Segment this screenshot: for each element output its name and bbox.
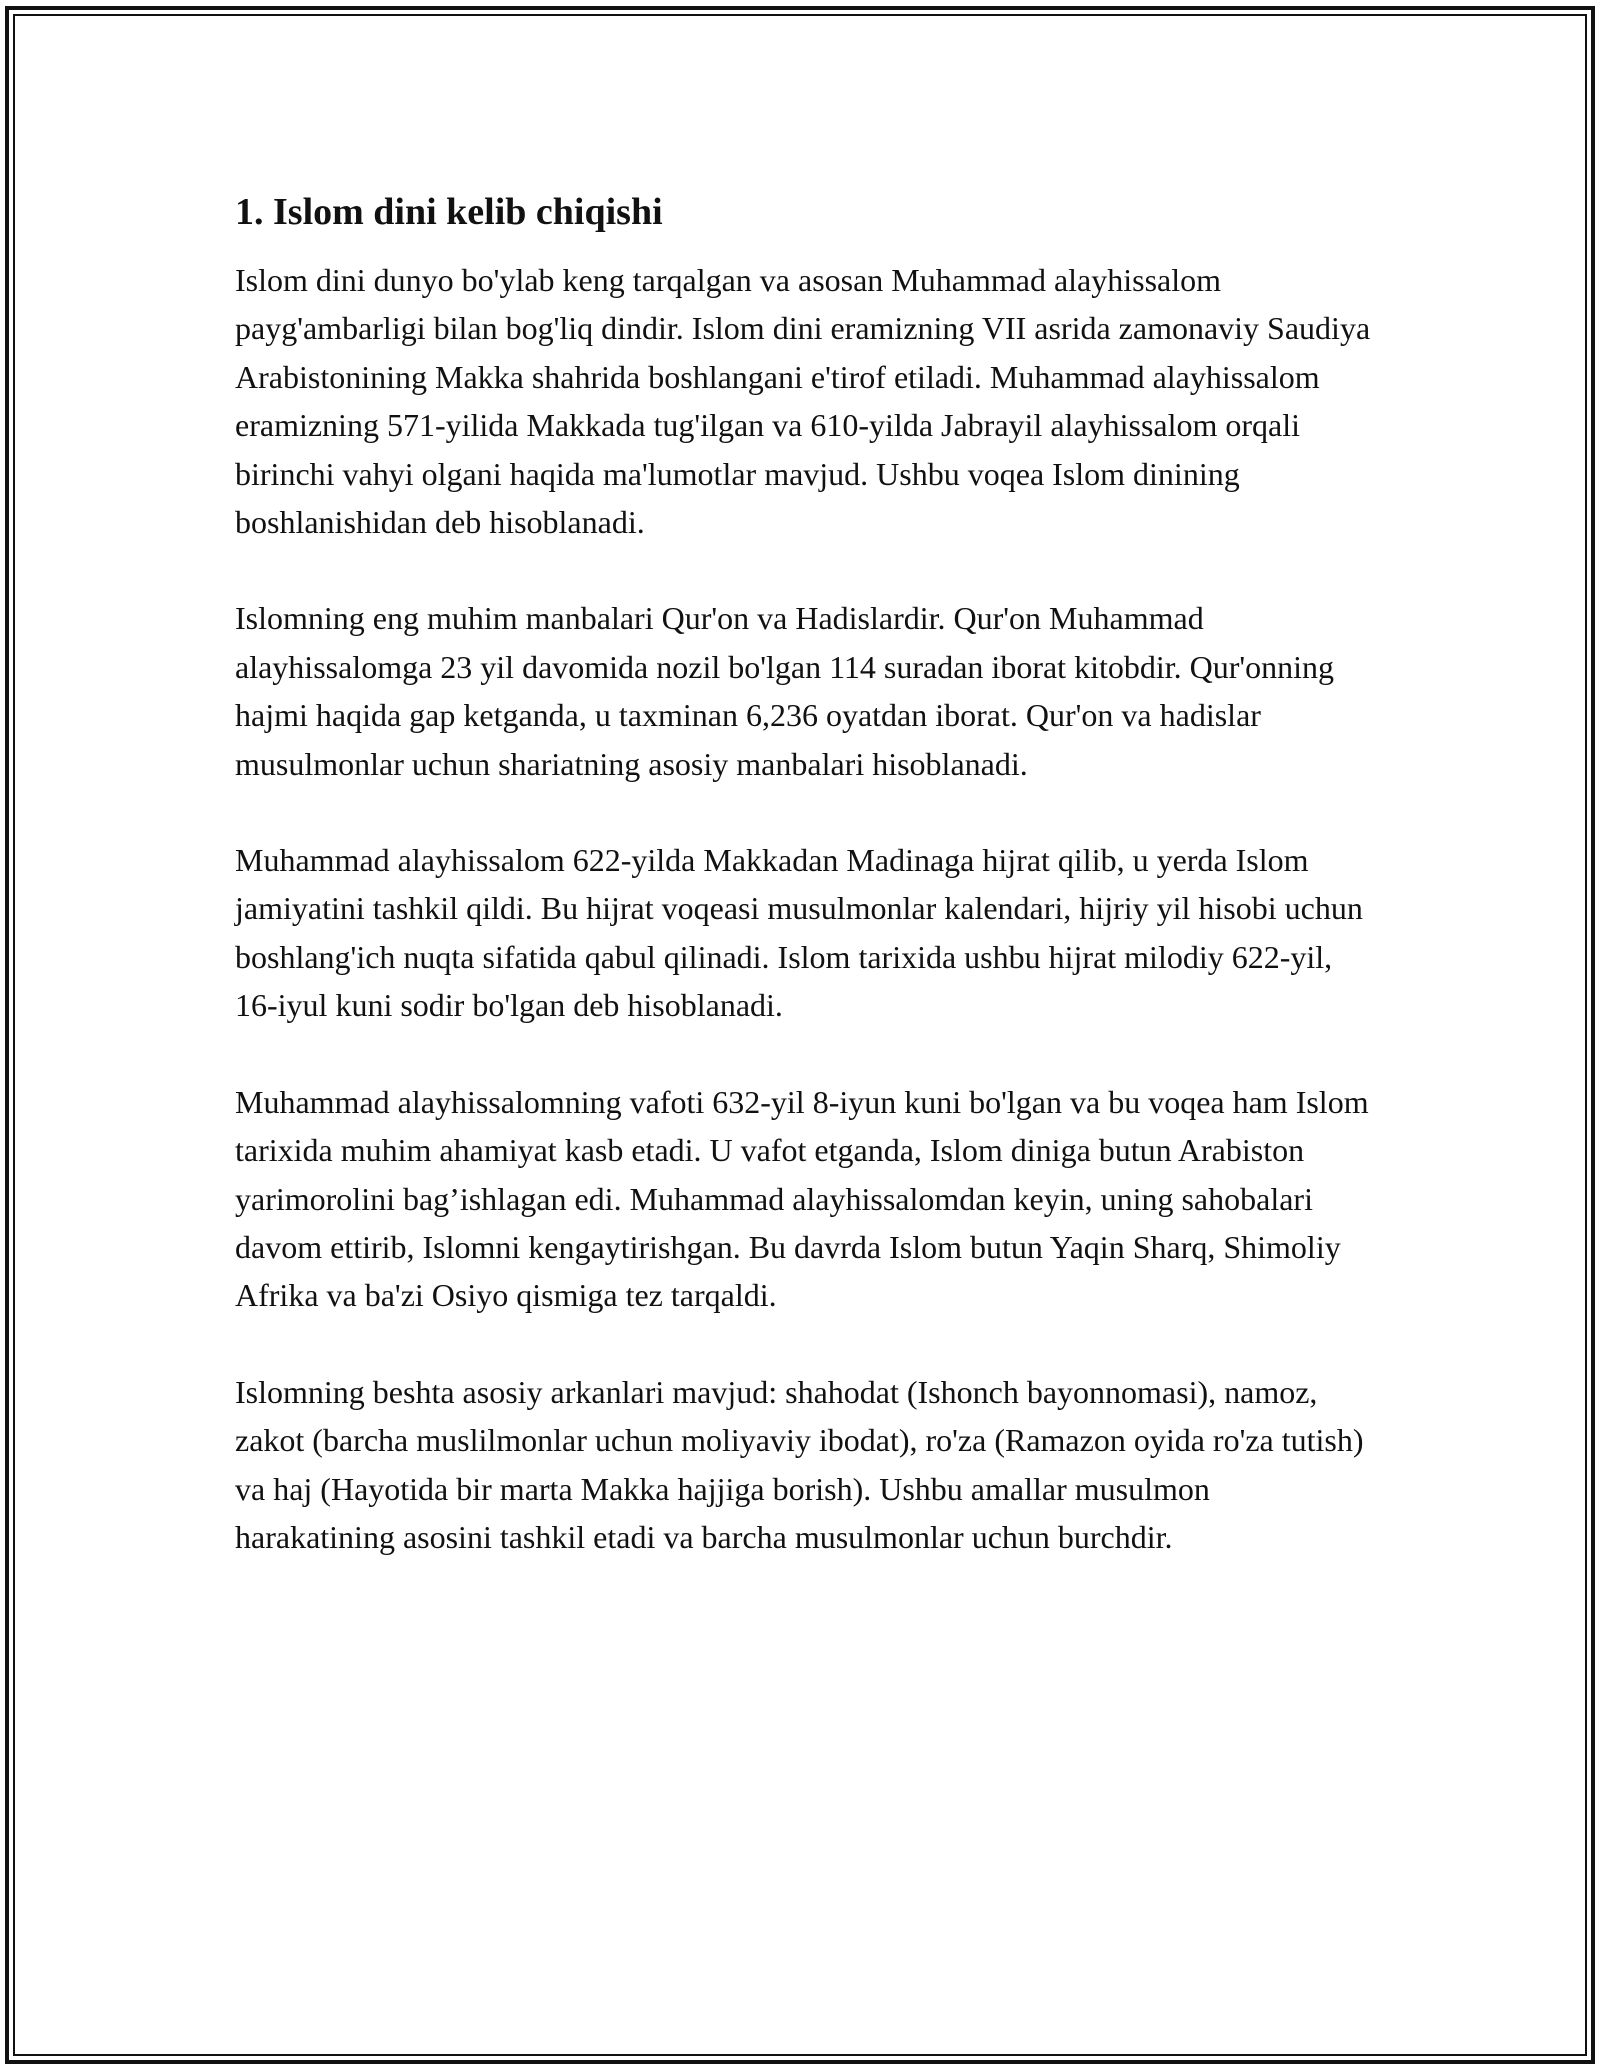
paragraph-sources: Islomning eng muhim manbalari Qur'on va Hadislardir. Qur'on Muhammad alayhissalomga 23 yil davomida nozil bo'lgan 114 suradan iborat kitobdir. Qur'onning hajmi haqida gap ketganda, u taxminan 6,236 oyatdan iborat. Qur'on va hadislar musulmonlar uchun shariatning asosiy manbalari hisoblanadi. [235, 600, 1335, 782]
paragraph-origin: Islom dini dunyo bo'ylab keng tarqalgan va asosan Muhammad alayhissalom payg'ambarligi bilan bog'liq dindir. Islom dini eramizning VII asrida zamonaviy Saudiya Arabistonining Makka shahrida boshlangani e'tirof etiladi. Muhammad alayhissalom eramizning 571-yilida Makkada tug'ilgan va 610-yilda Jabrayil alayhissalom orqali birinchi vahyi olgani haqida ma'lumotlar mavjud. Ushbu voqea Islom dinining boshlanishidan deb hisoblanadi. [235, 262, 1371, 541]
document-title: 1. Islom dini kelib chiqishi [235, 191, 663, 233]
paragraph-five-pillars: Islomning beshta asosiy arkanlari mavjud: shahodat (Ishonch bayonnomasi), namoz, zakot (barcha muslilmonlar uchun moliyaviy ibodat), ro'za (Ramazon oyida ro'za tutish) va haj (Hayotida bir marta Makka hajjiga borish). Ushbu amallar musulmon harakatining asosini tashkil etadi va barcha musulmonlar uchun burchdir. [235, 1373, 1364, 1555]
paragraph-hijra: Muhammad alayhissalom 622-yilda Makkadan Madinaga hijrat qilib, u yerda Islom jamiyatini tashkil qildi. Bu hijrat voqeasi musulmonlar kalendari, hijriy yil hisobi uchun boshlang'ich nuqta sifatida qabul qilinadi. Islom tarixida ushbu hijrat milodiy 622-yil, 16-iyul kuni sodir bo'lgan deb hisoblanadi. [235, 842, 1363, 1024]
document-body [235, 188, 1375, 1609]
paragraph-death-expansion: Muhammad alayhissalomning vafoti 632-yil 8-iyun kuni bo'lgan va bu voqea ham Islom tarixida muhim ahamiyat kasb etadi. U vafot etganda, Islom diniga butun Arabiston yarimorolini bag’ishlagan edi. Muhammad alayhissalomdan keyin, uning sahobalari davom ettirib, Islomni kengaytirishgan. Bu davrda Islom butun Yaqin Sharq, Shimoliy Afrika va ba'zi Osiyo qismiga tez tarqaldi. [235, 1083, 1369, 1314]
